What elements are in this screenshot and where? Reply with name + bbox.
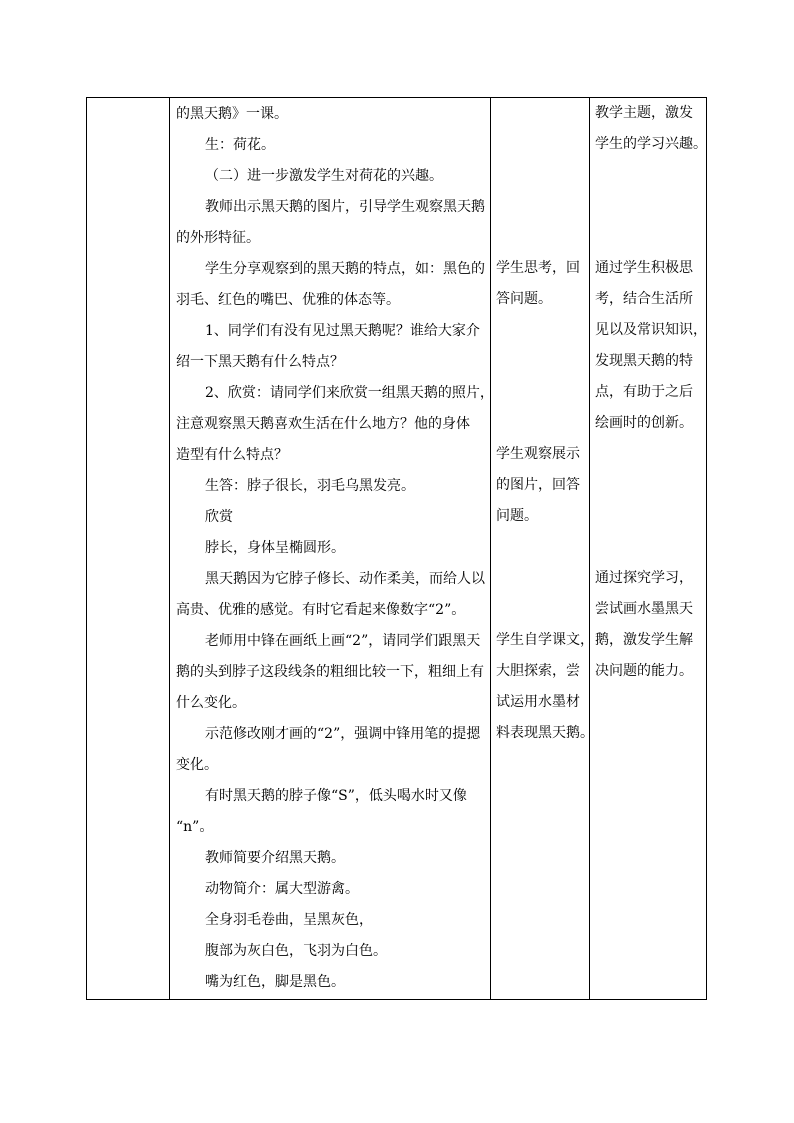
text-line: 的黑天鹅》一课。 [176,106,288,122]
text-line: 学生的学习兴趣。 [595,136,707,152]
text-line: 点，有助于之后 [595,384,693,400]
text-line: 腹部为灰白色，飞羽为白色。 [205,943,387,959]
text-line: 羽毛、红色的嘴巴、优雅的体态等。 [176,292,400,308]
text-line: 高贵、优雅的感觉。有时它看起来像数字“2”。 [176,602,466,618]
text-line: 造型有什么特点？ [176,447,288,463]
text-line [595,532,707,563]
text-line: 动物简介：属大型游禽。 [205,881,359,897]
text-line [595,501,707,532]
text-line: 注意观察黑天鹅喜欢生活在什么地方？他的身体 [176,416,470,432]
text-line: 的外形特征。 [176,230,260,246]
text-line: 欣赏 [205,509,233,525]
text-line: 老师用中锋在画纸上画“2”，请同学们跟黑天 [205,633,481,649]
text-line: “n”。 [176,819,214,835]
text-line: 教学主题，激发 [595,105,693,121]
text-line: 教师出示黑天鹅的图片，引导学生观察黑天鹅 [205,199,485,215]
student-activity-cell [496,98,594,749]
text-line [496,408,588,439]
text-line: 全身羽毛卷曲，呈黑灰色， [205,912,373,928]
text-line [496,594,588,625]
text-line [595,160,707,191]
text-line [496,315,588,346]
text-line: 的图片，回答 [496,477,580,493]
text-line: 通过学生积极思 [595,260,693,276]
text-line: 见以及常识知识， [595,322,707,338]
text-line: 教师简要介绍黑天鹅。 [205,850,345,866]
text-line: 发现黑天鹅的特 [595,353,693,369]
column-divider-3 [589,98,590,999]
text-line [595,191,707,222]
text-line: 什么变化。 [176,695,246,711]
column-divider-1 [169,98,170,999]
text-line [496,191,588,222]
text-line: 变化。 [176,757,218,773]
design-intent-cell [595,98,707,687]
text-line: 绍一下黑天鹅有什么特点？ [176,354,344,370]
text-line: 考，结合生活所 [595,291,693,307]
text-line [496,563,588,594]
text-line: 黑天鹅因为它脖子修长、动作柔美，而给人以 [205,571,485,587]
text-line: 1、同学们有没有见过黑天鹅呢？谁给大家介 [205,323,480,339]
text-line: 示范修改刚才画的“2”，强调中锋用笔的提摁 [205,726,481,742]
text-line: 脖长，身体呈椭圆形。 [205,540,345,556]
label-column-cell [87,98,169,999]
text-line: 有时黑天鹅的脖子像“S”，低头喝水时又像 [205,788,467,804]
text-line: 学生分享观察到的黑天鹅的特点，如：黑色的 [205,261,485,277]
text-line: 生：荷花。 [205,137,275,153]
column-divider-2 [490,98,491,999]
text-line: （二）进一步激发学生对荷花的兴趣。 [205,168,443,184]
text-line [595,439,707,470]
text-line [496,377,588,408]
text-line [595,222,707,253]
text-line: 问题。 [496,508,538,524]
text-line: 答问题。 [496,291,552,307]
text-line: 通过探究学习， [595,570,693,586]
lesson-plan-table [86,97,707,1000]
text-line: 料表现黑天鹅。 [496,725,594,741]
text-line: 绘画时的创新。 [595,415,693,431]
text-line [496,98,588,129]
text-line: 学生自学课文， [496,632,594,648]
text-line [496,346,588,377]
text-line: 决问题的能力。 [595,663,693,679]
text-line: 学生观察展示 [496,446,580,462]
text-line [595,470,707,501]
text-line [496,532,588,563]
text-line: 试运用水墨材 [496,694,580,710]
text-line: 鹅，激发学生解 [595,632,693,648]
text-line [496,129,588,160]
text-line [496,222,588,253]
text-line: 2、欣赏：请同学们来欣赏一组黑天鹅的照片， [205,385,494,401]
text-line: 尝试画水墨黑天 [595,601,693,617]
text-line: 生答：脖子很长，羽毛乌黑发亮。 [205,478,415,494]
text-line: 鹅的头到脖子这段线条的粗细比较一下，粗细上有 [176,664,484,680]
text-line: 嘴为红色，脚是黑色。 [205,974,345,990]
text-line [496,160,588,191]
text-line: 学生思考，回 [496,260,580,276]
teaching-process-cell [176,99,494,998]
text-line: 大胆探索，尝 [496,663,580,679]
